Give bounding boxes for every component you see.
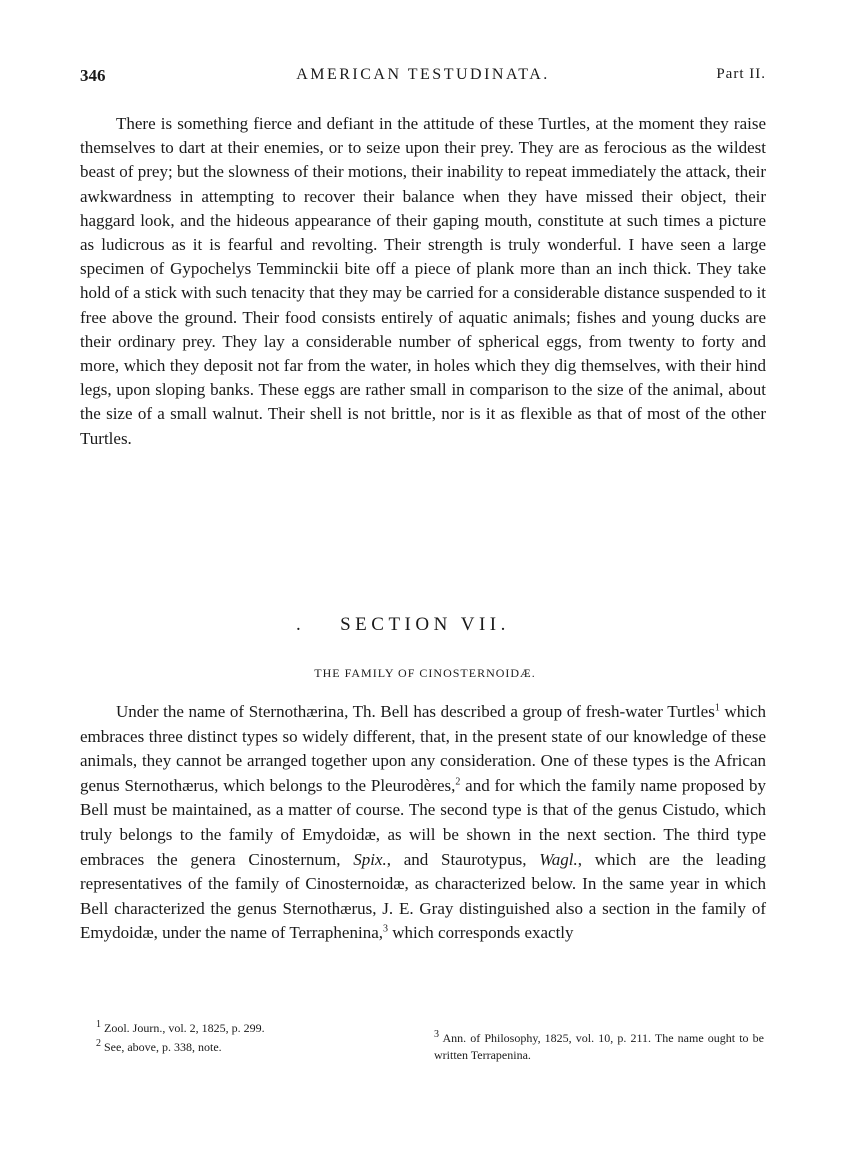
running-title: AMERICAN TESTUDINATA. (296, 66, 550, 83)
footnote-1 (96, 1020, 265, 1037)
paragraph-2-text: , and Staurotypus, (386, 849, 540, 869)
body-paragraph-1: There is something fierce and defiant in the attitude of these Turtles, at the moment they raise themselves to dart at their enemies, or to seize upon their prey. They are as ferocious as the wildest beast of prey; but the slowness of their motions, their inability to repeat immediately the attack, their awkwardness in attempting to recover their balance when they have missed their object, their haggard look, and the hideous appearance of their gaping mouth, constitute at such times a picture as ludicrous as it is fearful and revolting. Their strength is truly wonderful. I have seen a large specimen of Gypochelys Temminckii bite off a piece of plank more than an inch thick. They take hold of a stick with such tenacity that they may be carried for a considerable distance suspended to it free above the ground. Their food consists entirely of aquatic animals; fishes and young ducks are their ordinary prey. They lay a considerable number of spherical eggs, from twenty to forty and more, which they deposit not far from the water, in holes which they dig themselves, with their hind legs, upon sloping banks. These eggs are rather small in comparison to the size of the animal, about the size of a small walnut. Their shell is not brittle, nor is it as flexible as that of most of the other Turtles. (80, 114, 766, 448)
paragraph-2-text: which embraces three distinct types so widely different, that, in the present state of our knowledge of these animals, they cannot be arranged together upon any consideration. One of these types is the African genus Sternothærus, which belongs to the Pleurodères, (80, 702, 767, 795)
part-label: Part II. (716, 66, 766, 82)
footnote-3-text: Ann. of Philosophy, 1825, vol. 10, p. 211. The name ought to be written Terrapenina. (434, 1031, 764, 1062)
footnote-2 (96, 1039, 222, 1056)
footnote-3-mark: 3 (434, 1029, 439, 1040)
page-number: 346 (80, 66, 106, 85)
body-paragraph-2 (80, 700, 766, 946)
footnote-ref-1: 1 (714, 702, 720, 714)
paragraph-2-text: and for which the family name proposed by Bell must be maintained, as a matter of course. The second type is that of the genus Cistudo, which truly belongs to the family of Emydoidæ, as will be shown in the next section. The third type embraces the genera Cinosternum, (80, 775, 766, 869)
footnote-1-mark: 1 (96, 1019, 101, 1030)
paragraph-2-text: Under the name of Sternothærina, Th. Bell has described a group of fresh-water Turtles (116, 702, 715, 721)
footnote-ref-3: 3 (383, 923, 388, 935)
author-abbreviation-wagl: Wagl. (539, 849, 578, 869)
paragraph-2-text: which corresponds exactly (388, 923, 574, 943)
footnote-2-mark: 2 (96, 1038, 101, 1049)
section-dot: . (296, 614, 301, 635)
footnote-ref-2: 2 (455, 776, 461, 788)
author-abbreviation-spix: Spix. (353, 849, 387, 869)
footnote-2-text: See, above, p. 338, note. (101, 1040, 222, 1054)
paragraph-2-text: , which are the leading representatives of the family of Cinosternoidæ, as characterized below. In the same year in which Bell characterized the genus Sternothærus, J. E. Gray distinguished also a section in the family of Emydoidæ, under the name of Terraphenina, (80, 849, 766, 943)
page-header (80, 66, 766, 92)
section-title: SECTION VII. (340, 614, 510, 635)
footnote-3 (434, 1030, 764, 1064)
footnote-1-text: Zool. Journ., vol. 2, 1825, p. 299. (101, 1021, 265, 1035)
family-title: THE FAMILY OF CINOSTERNOIDÆ. (314, 666, 536, 680)
